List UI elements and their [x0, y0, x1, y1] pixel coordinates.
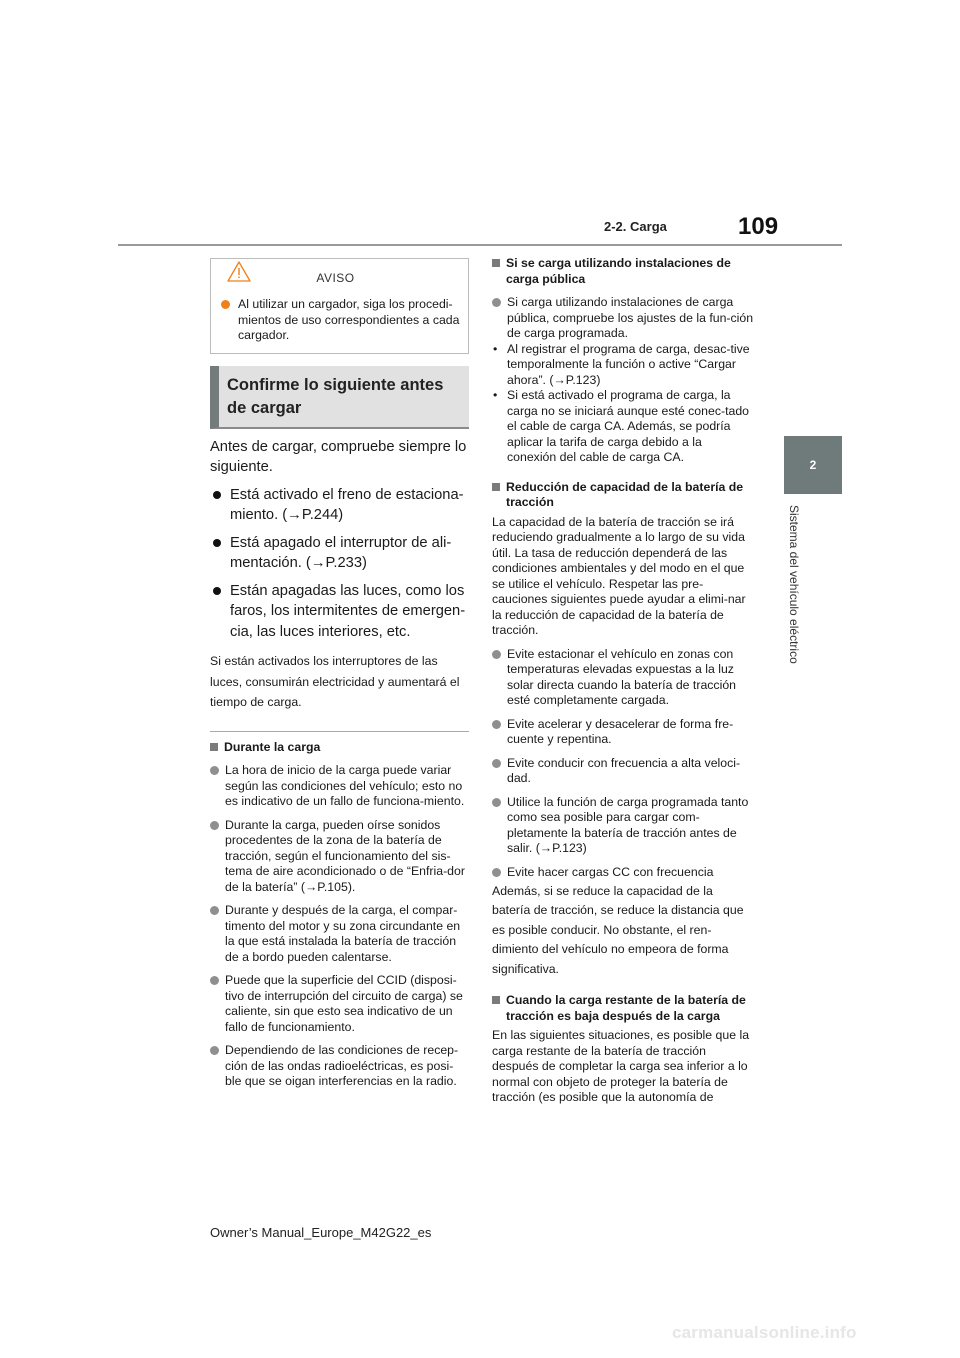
gray-bullet-icon [492, 759, 501, 768]
list-item: Evite conducir con frecuencia a alta veloci-dad. [492, 756, 754, 787]
left-column [210, 258, 469, 1090]
page-number: 109 [738, 213, 779, 240]
footer-text: Owner’s Manual_Europe_M42G22_es [210, 1225, 432, 1240]
square-bullet-icon [492, 259, 500, 267]
gray-bullet-icon [492, 868, 501, 877]
square-bullet-icon [210, 743, 218, 751]
watermark: carmanualsonline.info [672, 1323, 857, 1342]
warning-box [210, 258, 469, 354]
list-item: Evite hacer cargas CC con frecuencia [492, 865, 754, 881]
chapter-tab[interactable] [784, 436, 842, 494]
gray-bullet-icon [210, 976, 219, 985]
section-heading: Confirme lo siguiente antes de cargar [210, 366, 469, 429]
sub-list-item: • Si está activado el programa de carga, la carga no se iniciará aunque esté conec-tado el cable de carga CA. Además, se podría aplicar la tarifa de carga debido a la conexión del cable de carga CA. [492, 388, 754, 466]
gray-bullet-icon [492, 720, 501, 729]
list-item: Evite estacionar el vehículo en zonas con temperaturas elevadas expuestas a la luz solar directa cuando la batería de tracción esté completamente cargada. [492, 647, 754, 709]
checklist-item: Está activado el freno de estaciona-miento. (→P.244) [210, 485, 469, 526]
paragraph: La capacidad de la batería de tracción se irá reduciendo gradualmente a lo largo de su vida útil. La tasa de reducción dependerá de las condiciones ambientales y del modo en el que se utilice el vehículo. Respetar las pre-cauciones siguientes puede ayudar a elimi-nar la reducción de capacidad de la batería de tracción. [492, 514, 746, 637]
chapter-title: Sistema del vehículo eléctrico [787, 505, 801, 664]
divider [210, 731, 469, 732]
right-column [492, 256, 754, 1106]
warning-header [189, 269, 460, 287]
warning-text: Al utilizar un cargador, siga los procedi-mientos de uso correspondientes a cada cargador. [238, 297, 460, 342]
subsection-title: Cuando la carga restante de la batería de tracción es baja después de la carga [492, 993, 754, 1024]
list-item: Dependiendo de las condiciones de recep-ción de las ondas radioeléctricas, es posi-ble que se oigan interferencias en la radio. [210, 1043, 469, 1090]
header-rule [118, 244, 842, 246]
checklist-item: Está apagado el interruptor de ali-mentación. (→P.233) [210, 533, 469, 574]
warning-label: AVISO [316, 271, 355, 285]
section-title: 2-2. Carga [604, 219, 667, 234]
list-item: La hora de inicio de la carga puede variar según las condiciones del vehículo; esto no es indicativo de un fallo de funciona-miento. [210, 763, 469, 810]
list-item: Evite acelerar y desacelerar de forma fre-cuente y repentina. [492, 717, 754, 748]
gray-bullet-icon [492, 298, 501, 307]
square-bullet-icon [492, 996, 500, 1004]
gray-bullet-icon [210, 821, 219, 830]
square-bullet-icon [492, 483, 500, 491]
gray-bullet-icon [210, 906, 219, 915]
gray-bullet-icon [492, 650, 501, 659]
bullet-icon [213, 587, 221, 595]
subsection-title: Reducción de capacidad de la batería de tracción [492, 480, 754, 511]
paragraph: En las siguientes situaciones, es posible que la carga restante de la batería de tracción después de completar la carga sea inferior a lo normal con objeto de proteger la batería de tracción (es posible que la autonomía de [492, 1028, 750, 1105]
paragraph: Además, si se reduce la capacidad de la batería de tracción, se reduce la distancia que es posible conducir. No obstante, el ren-dimiento del vehículo no empeora de forma significativa. [492, 884, 744, 976]
list-item: Utilice la función de carga programada tanto como sea posible para cargar com-pletamente la batería de tracción antes de salir. (→P.123) [492, 795, 754, 857]
warning-triangle-icon [227, 261, 251, 282]
orange-bullet-icon [221, 300, 230, 309]
bullet-icon [213, 539, 221, 547]
chapter-side-label [783, 505, 805, 685]
subsection-title: Si se carga utilizando instalaciones de carga pública [492, 256, 754, 287]
sub-list-item: • Al registrar el programa de carga, desac-tive temporalmente la función o active “Cargar ahora”. (→P.123) [492, 342, 754, 389]
checklist-item: Están apagadas las luces, como los faros, los intermitentes de emergen-cia, las luces interiores, etc. [210, 581, 469, 643]
list-item: Durante la carga, pueden oírse sonidos procedentes de la zona de la batería de tracción, según el funcionamiento del sis-tema de aire acondicionado o de “Enfria-dor de la batería” (→P.105). [210, 818, 469, 896]
gray-bullet-icon [492, 798, 501, 807]
gray-bullet-icon [210, 766, 219, 775]
warning-item [219, 297, 460, 344]
gray-bullet-icon [210, 1046, 219, 1055]
list-item: Si carga utilizando instalaciones de carga pública, compruebe los ajustes de la fun-ción de carga programada. [492, 295, 754, 342]
list-item: Durante y después de la carga, el compar-timento del motor y su zona circundante en la que está instalada la batería de tracción de a bordo pueden calentarse. [210, 903, 469, 965]
bullet-icon [213, 491, 221, 499]
intro-text: Antes de cargar, compruebe siempre lo siguiente. [210, 438, 467, 475]
subsection-title: Durante la carga [210, 740, 469, 756]
lights-note: Si están activados los interruptores de las luces, consumirán electricidad y aumentará el tiempo de carga. [210, 654, 460, 709]
list-item: Puede que la superficie del CCID (disposi-tivo de interrupción del circuito de carga) se caliente, sin que esto sea indicativo de un fallo de funcionamiento. [210, 973, 469, 1035]
chapter-number: 2 [809, 458, 817, 472]
